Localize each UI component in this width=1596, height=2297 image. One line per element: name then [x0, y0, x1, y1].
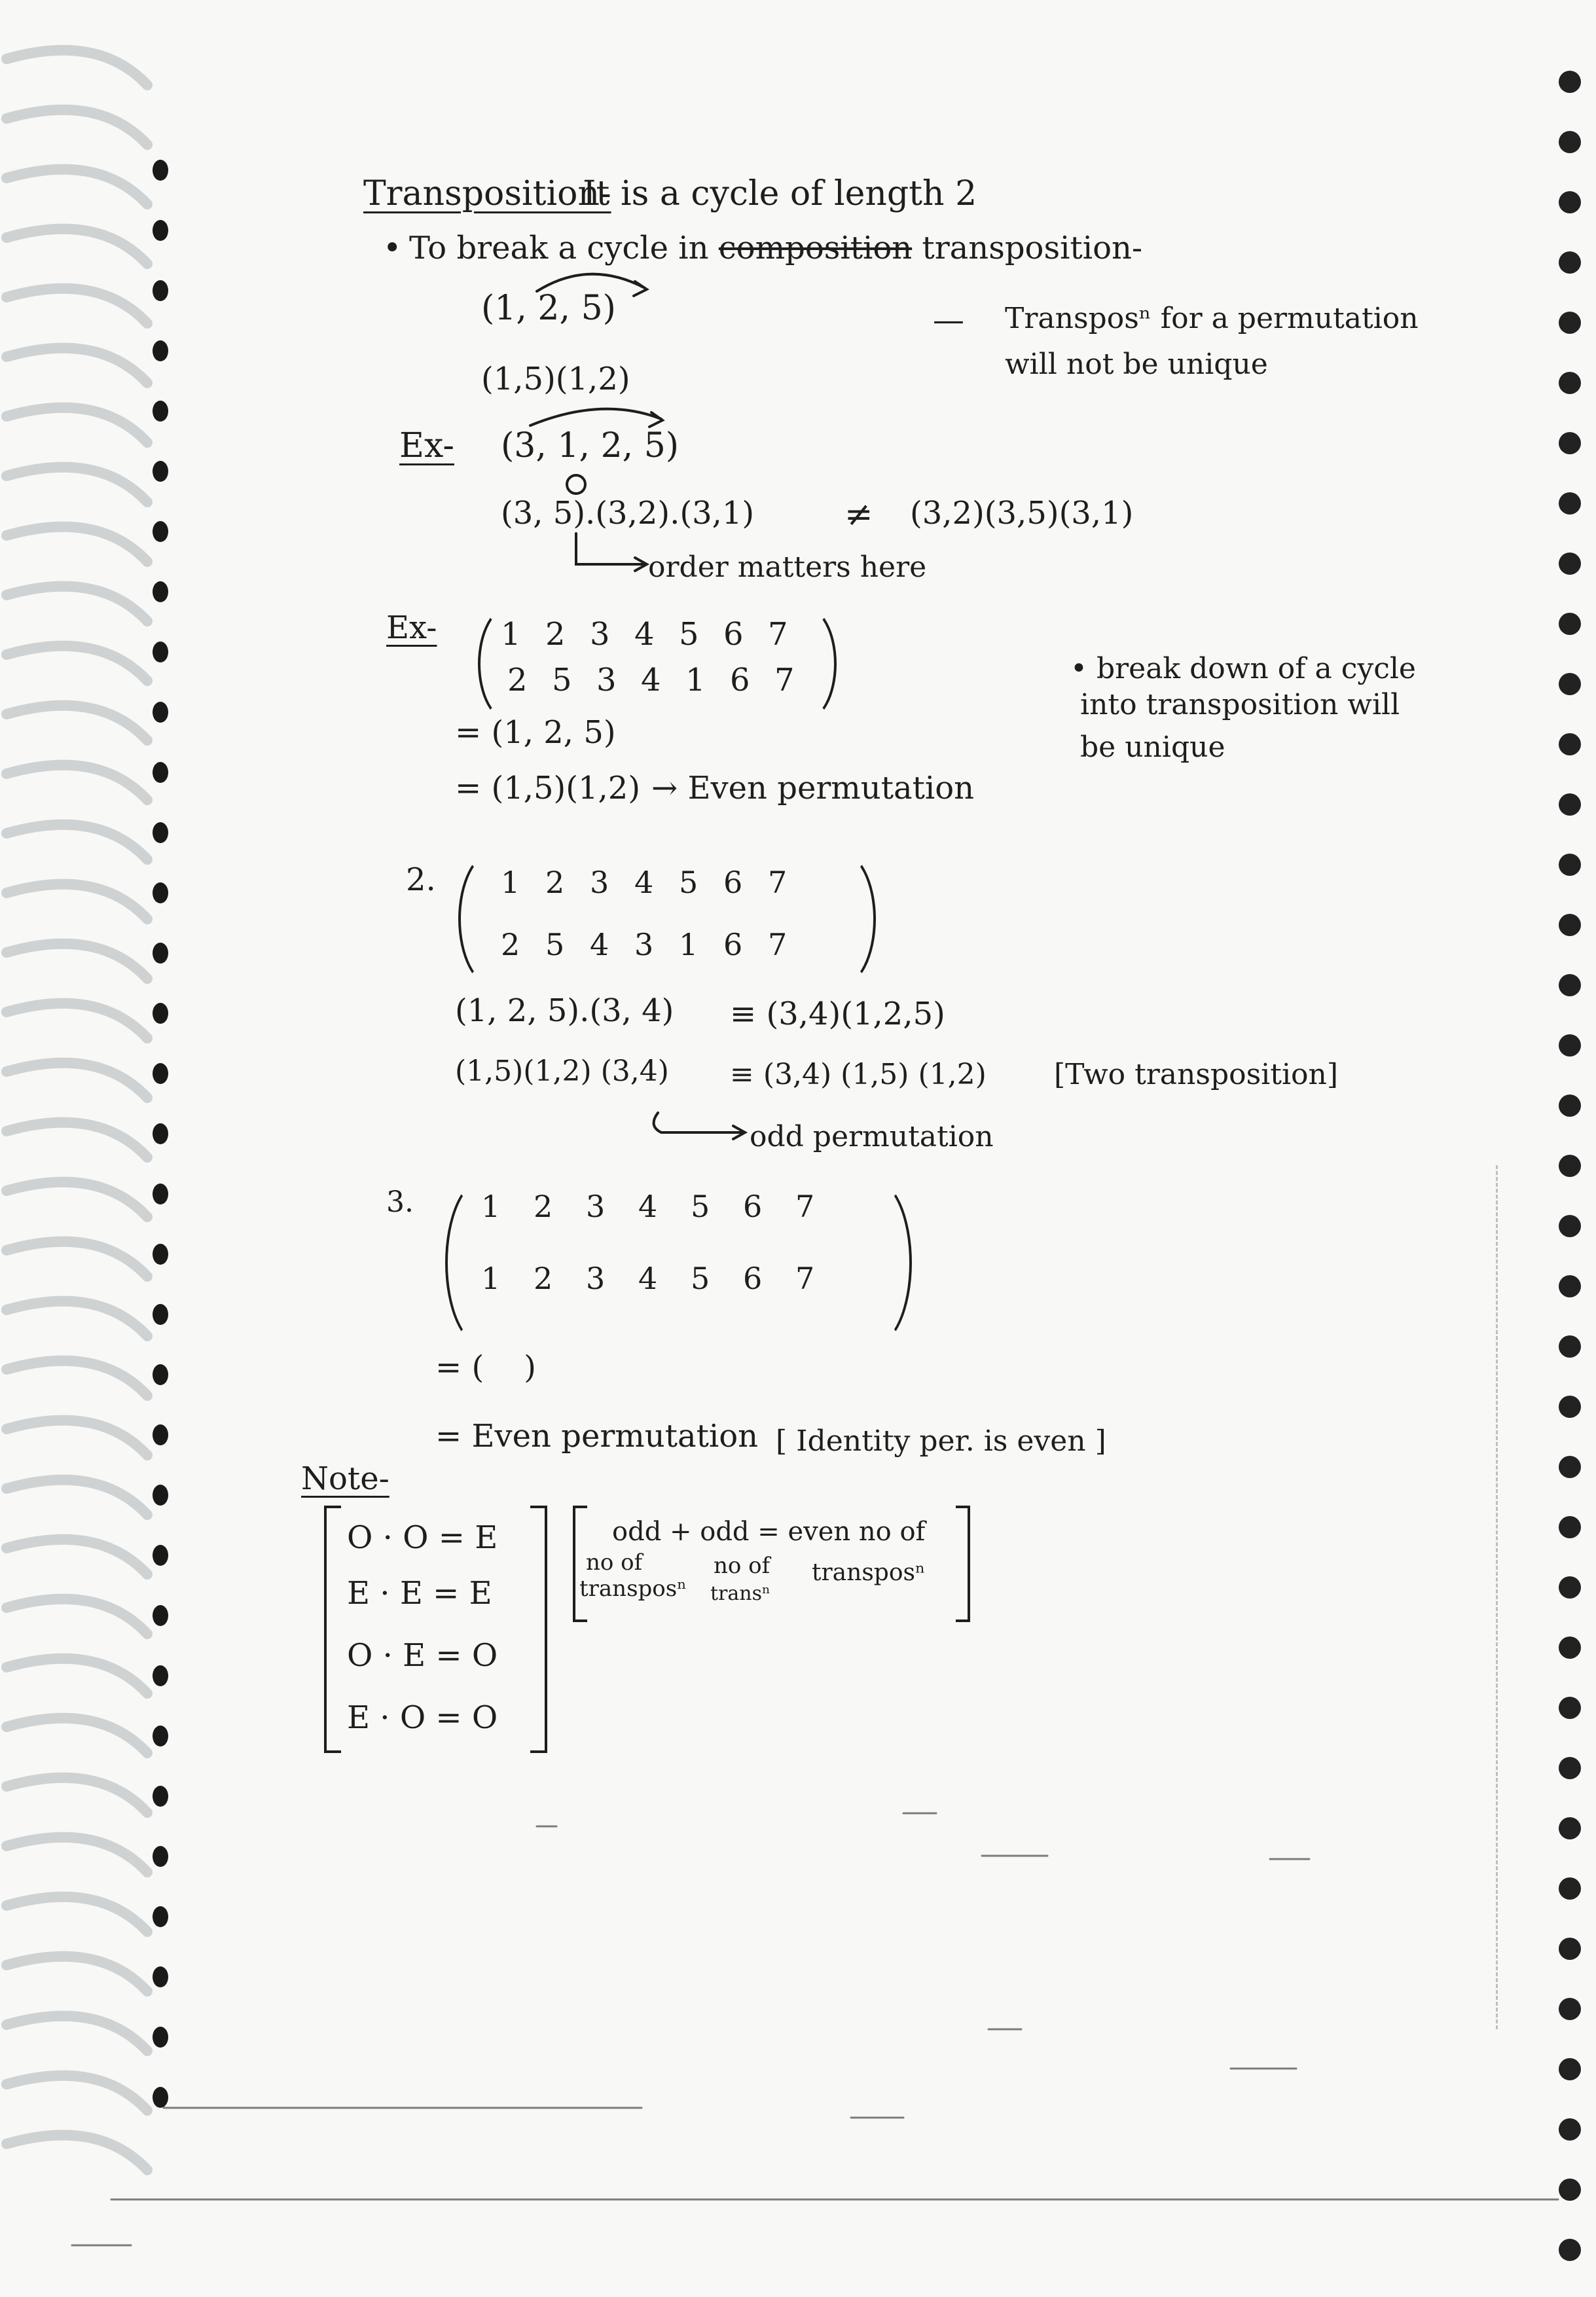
matrix-cell: 6 [723, 865, 743, 900]
binding-hole [153, 1485, 168, 1506]
right-hole [1559, 131, 1581, 153]
binding-hole [153, 401, 168, 422]
right-hole [1559, 312, 1581, 334]
binding-hole [153, 882, 168, 903]
example2-transpositions: = (1,5)(1,2) [455, 770, 641, 806]
spiral-coil [7, 1480, 147, 1515]
right-hole [1559, 854, 1581, 876]
matrix-cell: 5 [691, 1189, 710, 1224]
right-hole [1559, 1697, 1581, 1719]
binding-hole [153, 1726, 168, 1746]
matrix-cell: 5 [545, 927, 565, 962]
binding-hole [153, 521, 168, 542]
right-hole [1559, 1094, 1581, 1117]
binding-hole [153, 340, 168, 361]
spiral-coil [7, 1897, 147, 1932]
matrix-cell: 1 [501, 865, 520, 900]
punched-holes [1537, 0, 1596, 2297]
spiral-coil [7, 170, 147, 204]
binding-hole [153, 1846, 168, 1867]
spiral-coil [7, 408, 147, 443]
example2-cycle: = (1, 2, 5) [455, 714, 616, 751]
binding-hole [153, 1424, 168, 1445]
matrix-cell: 2 [545, 865, 565, 900]
order-arrow [576, 534, 645, 564]
spiral-coil [7, 1420, 147, 1455]
two-transposition-note: [Two transposition] [1054, 1058, 1339, 1091]
matrix-cell: 3 [634, 927, 654, 962]
matrix-cell: 5 [679, 616, 699, 653]
matrix-cell: 7 [795, 1261, 815, 1296]
matrix-cell: 7 [795, 1189, 815, 1224]
right-hole [1559, 2179, 1581, 2201]
binding-hole [153, 1244, 168, 1265]
spiral-coil [7, 646, 147, 681]
odd-arrow [654, 1113, 743, 1132]
binding-hole [153, 1906, 168, 1927]
spiral-coil [7, 944, 147, 979]
matrix-cell: 4 [590, 927, 609, 962]
side-note-not-unique-2: will not be unique [1005, 348, 1268, 381]
side-note-breakdown-1: • break down of a cycle [1070, 652, 1416, 685]
spiral-coil [7, 110, 147, 145]
note-expl-transn: transⁿ [710, 1582, 771, 1605]
bullet-dot: • [383, 230, 402, 266]
matrix-cell: 2 [501, 927, 520, 962]
spiral-coil [7, 1599, 147, 1634]
binding-hole [153, 762, 168, 783]
rule-odd-odd: O · O = E [347, 1519, 498, 1556]
right-hole [1559, 673, 1581, 695]
right-hole [1559, 914, 1581, 936]
example3-equivalent-2: ≡ (3,4) (1,5) (1,2) [730, 1058, 987, 1091]
spiral-coil [7, 1659, 147, 1693]
right-hole [1559, 1335, 1581, 1358]
binding-hole [153, 1786, 168, 1807]
spiral-coil [7, 1778, 147, 1813]
right-hole [1559, 1516, 1581, 1538]
matrix-cell: 1 [685, 662, 706, 698]
cycle-3125: (3, 1, 2, 5) [501, 426, 680, 465]
right-hole [1559, 1215, 1581, 1237]
matrix-cell: 3 [586, 1261, 606, 1296]
matrix-cell: 3 [586, 1189, 606, 1224]
right-hole [1559, 432, 1581, 454]
example3-equivalent-1: ≡ (3,4)(1,2,5) [730, 996, 945, 1032]
spiral-coil [7, 1242, 147, 1276]
spiral-coil [7, 587, 147, 621]
matrix-cell: 3 [596, 662, 617, 698]
binding-hole [153, 702, 168, 723]
matrix-cell: 1 [679, 927, 698, 962]
example3-transpositions: (1,5)(1,2) (3,4) [455, 1055, 669, 1088]
binding-hole [153, 581, 168, 602]
spiral-coil [7, 1540, 147, 1574]
matrix4-right-paren [835, 1178, 912, 1347]
right-hole [1559, 2058, 1581, 2080]
spiral-coil [7, 50, 147, 85]
example4-label: 3. [386, 1185, 414, 1219]
binding-hole [153, 280, 168, 301]
matrix-cell: 1 [481, 1261, 501, 1296]
matrix-cell: 2 [534, 1261, 553, 1296]
note-label: Note- [301, 1460, 390, 1497]
binding-hole [153, 1364, 168, 1385]
example2-result: → Even permutation [651, 770, 975, 806]
spiral-coil [7, 765, 147, 800]
spiral-coil [7, 1063, 147, 1098]
matrix-cell: 4 [634, 865, 654, 900]
right-hole [1559, 251, 1581, 274]
rule-even-even: E · E = E [347, 1575, 492, 1612]
binding-hole [153, 1063, 168, 1084]
right-hole [1559, 1998, 1581, 2020]
matrix-cell: 7 [774, 662, 795, 698]
matrix-cell: 3 [590, 616, 610, 653]
right-hole [1559, 1155, 1581, 1177]
spiral-coil [7, 1301, 147, 1336]
side-note-breakdown-3: be unique [1080, 731, 1225, 764]
spiral-coil [7, 348, 147, 383]
matrix-cell: 2 [545, 616, 566, 653]
binding-hole [153, 1003, 168, 1024]
matrix-cell: 4 [634, 616, 655, 653]
matrix-cell: 7 [768, 927, 788, 962]
note-expl-right-bracket [956, 1506, 970, 1622]
matrix-cell: 6 [743, 1189, 763, 1224]
matrix-cell: 5 [552, 662, 572, 698]
spiral-coil [7, 1957, 147, 1991]
spiral-coil [7, 229, 147, 264]
matrix-cell: 4 [641, 662, 661, 698]
binding-hole [153, 2027, 168, 2048]
spiral-coil [7, 884, 147, 919]
matrix-cell: 1 [501, 616, 521, 653]
dash: — [933, 302, 964, 338]
matrix-cell: 2 [534, 1189, 553, 1224]
matrix-cell: 5 [691, 1261, 710, 1296]
example3-label: 2. [406, 861, 436, 898]
example2-label: Ex- [386, 609, 437, 646]
right-hole [1559, 1576, 1581, 1599]
spiral-coil [7, 825, 147, 859]
right-hole [1559, 974, 1581, 996]
rule-odd-even: O · E = O [347, 1637, 498, 1674]
spiral-coil [7, 467, 147, 502]
spiral-coil [7, 2016, 147, 2051]
spiral-coil [7, 289, 147, 323]
binding-hole [153, 1966, 168, 1987]
matrix-cell: 4 [638, 1261, 658, 1296]
right-hole [1559, 1456, 1581, 1478]
binding-hole [153, 1304, 168, 1325]
example4-cycle: = ( ) [435, 1349, 536, 1386]
right-hole [1559, 1757, 1581, 1779]
right-hole [1559, 1637, 1581, 1659]
right-hole [1559, 733, 1581, 755]
note-expl-no-of-1: no of [586, 1549, 643, 1576]
rule-even-odd: E · O = O [347, 1699, 498, 1736]
right-hole [1559, 552, 1581, 575]
spiral-coil [7, 2076, 147, 2110]
right-hole [1559, 1396, 1581, 1418]
spiral-coil [7, 1004, 147, 1038]
binding-hole [153, 1123, 168, 1144]
binding-hole [153, 642, 168, 662]
right-hole [1559, 613, 1581, 635]
spiral-coil [7, 527, 147, 562]
matrix-cell: 7 [768, 865, 788, 900]
binding-hole [153, 1665, 168, 1686]
cycle-125: (1, 2, 5) [481, 289, 616, 328]
right-hole [1559, 2239, 1581, 2261]
binding-hole [153, 461, 168, 482]
right-hole [1559, 372, 1581, 394]
right-hole [1559, 1817, 1581, 1839]
spiral-coil [7, 1182, 147, 1217]
spiral-coil [7, 2135, 147, 2170]
right-hole [1559, 1034, 1581, 1057]
note-expl-transposn-1: transposⁿ [812, 1559, 926, 1586]
binding-hole [153, 1545, 168, 1566]
binding-hole [153, 220, 168, 241]
margin-line [1496, 1165, 1500, 2029]
matrix-cell: 7 [768, 616, 788, 653]
note-expl-line1: odd + odd = even no of [612, 1517, 926, 1547]
right-hole [1559, 492, 1581, 515]
example4-result: = Even permutation [435, 1418, 759, 1455]
binding-hole [153, 822, 168, 843]
binding-hole [153, 1184, 168, 1204]
matrix-cell: 4 [638, 1189, 658, 1224]
matrix-cell: 5 [679, 865, 698, 900]
right-hole [1559, 2118, 1581, 2141]
right-hole [1559, 1938, 1581, 1960]
side-note-breakdown-2: into transposition will [1080, 688, 1400, 721]
order-matters-note: order matters here [648, 551, 927, 584]
side-note-not-unique-1: Transposⁿ for a permutation [1005, 302, 1419, 335]
note-expl-left-bracket [573, 1506, 587, 1622]
matrix-cell: 3 [590, 865, 609, 900]
spiral-coil [7, 1123, 147, 1157]
binding-hole [153, 160, 168, 181]
matrix3-right-paren [805, 851, 876, 987]
right-hole [1559, 793, 1581, 816]
cycle-125-decomposition: (1,5)(1,2) [481, 361, 630, 397]
right-hole [1559, 1275, 1581, 1297]
break-cycle-intro: To break a cycle in composition transposition- [409, 230, 1143, 266]
spiral-binding [0, 0, 170, 2297]
right-hole [1559, 191, 1581, 213]
note-expl-transposn-2: transposⁿ [579, 1576, 687, 1602]
spiral-coil [7, 1718, 147, 1753]
binding-hole [153, 1605, 168, 1626]
matrix-cell: 6 [723, 927, 743, 962]
matrix-cell: 6 [723, 616, 744, 653]
not-equal-sign: ≠ [844, 495, 873, 534]
right-hole [1559, 1877, 1581, 1900]
matrix-cell: 1 [481, 1189, 501, 1224]
cycle-3125-product: (3, 5).(3,2).(3,1) [501, 495, 755, 532]
spiral-coil [7, 1837, 147, 1872]
matrix-cell: 6 [743, 1261, 763, 1296]
note-left-bracket [324, 1506, 341, 1753]
note-right-bracket [530, 1506, 547, 1753]
matrix-cell: 2 [507, 662, 528, 698]
example-label: Ex- [399, 426, 454, 465]
topic-definition: It is a cycle of length 2 [583, 174, 977, 213]
right-hole [1559, 71, 1581, 93]
spiral-coil [7, 1361, 147, 1396]
binding-hole [153, 943, 168, 964]
binding-hole [153, 2087, 168, 2108]
matrix-cell: 6 [730, 662, 750, 698]
example3-result: odd permutation [750, 1120, 994, 1153]
topic-title: Transposition- [363, 174, 611, 213]
identity-note: [ Identity per. is even ] [776, 1424, 1106, 1458]
note-expl-no-of-2: no of [714, 1553, 771, 1579]
spiral-coil [7, 706, 147, 740]
cycle-3125-other-order: (3,2)(3,5)(3,1) [910, 495, 1134, 532]
example3-cycles: (1, 2, 5).(3, 4) [455, 992, 674, 1029]
